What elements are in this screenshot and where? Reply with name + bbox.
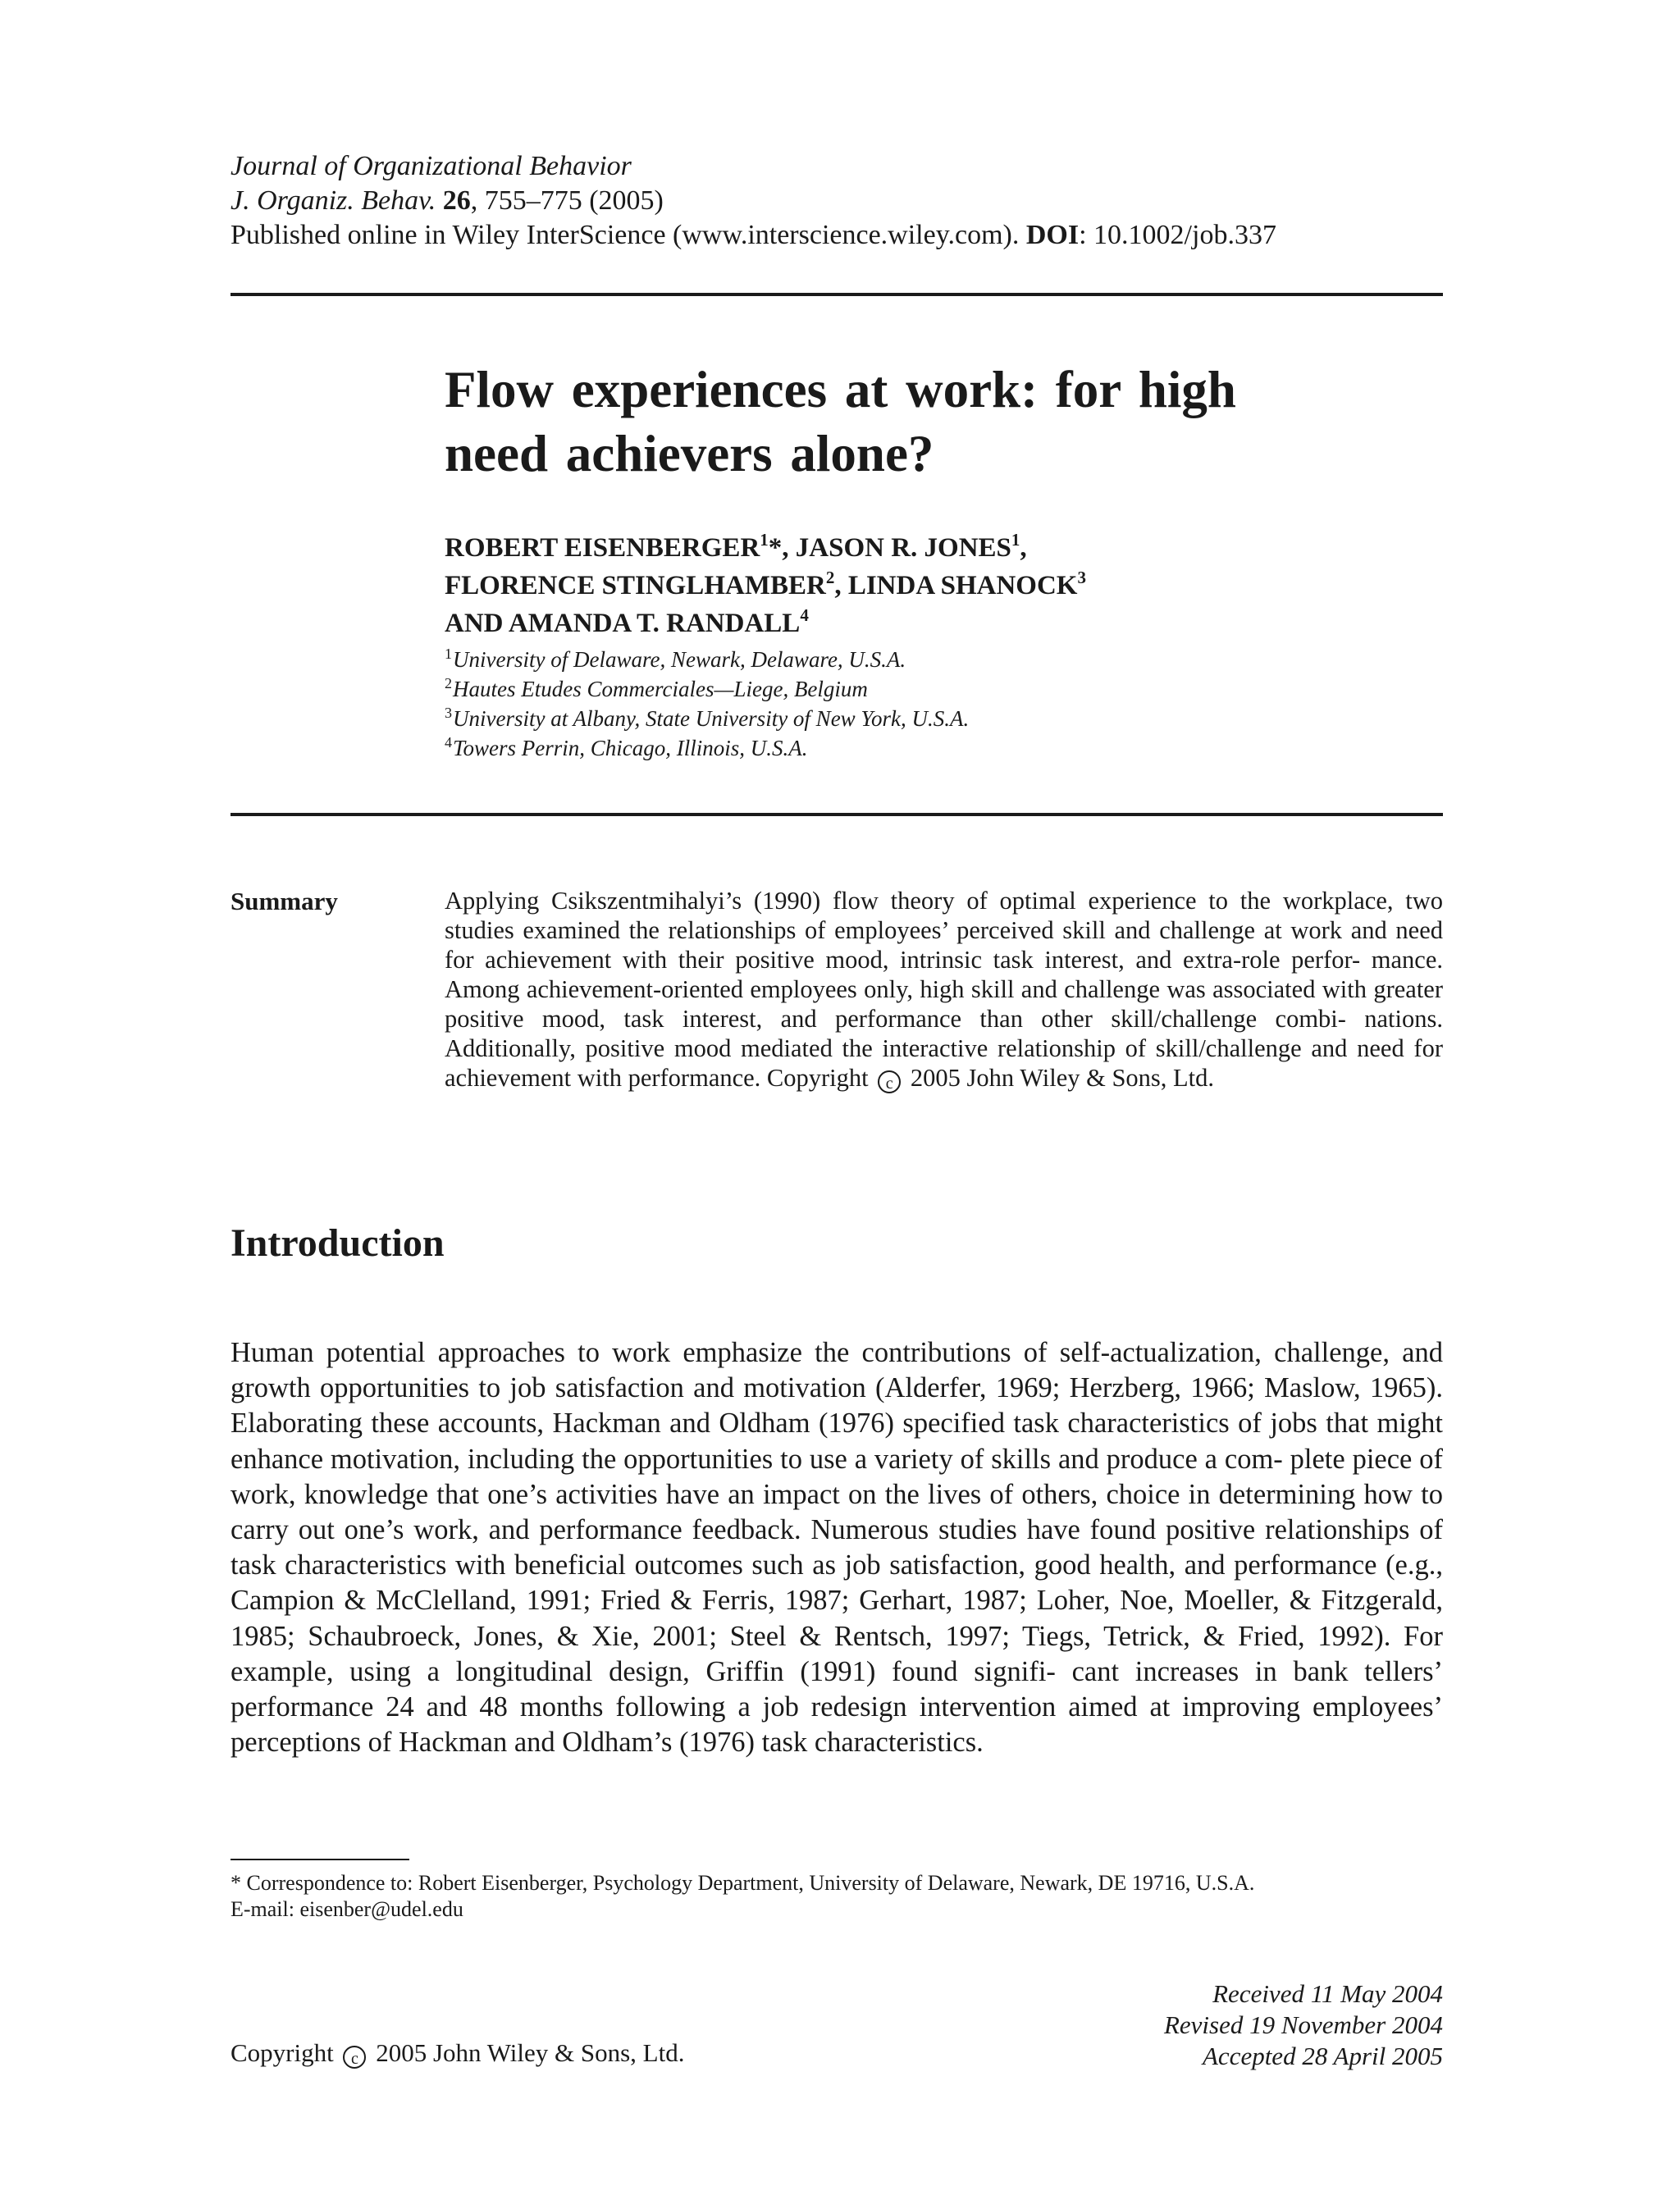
summary-label: Summary: [231, 887, 338, 915]
affiliation-mark: 4: [445, 734, 452, 751]
article-title: [445, 358, 1413, 486]
copyright-icon: c: [878, 1070, 901, 1093]
affiliation-item: [445, 676, 1429, 705]
author-name: JASON R. JONES: [795, 533, 1011, 563]
summary-rule: [231, 813, 1443, 816]
author-name: AND AMANDA T. RANDALL: [445, 609, 801, 638]
author-sep: ,: [1020, 533, 1027, 563]
affiliation-mark: 3: [1077, 568, 1086, 587]
manuscript-dates: [1164, 1978, 1443, 2072]
affiliation-mark: 4: [800, 605, 809, 625]
citation-abbrev: J. Organiz. Behav.: [231, 185, 436, 216]
author-line-2: [445, 567, 1429, 605]
page-copyright: [231, 2037, 684, 2069]
affiliation-list: [445, 646, 1429, 764]
copyright-prefix: Copyright: [231, 2038, 334, 2067]
author-name: LINDA SHANOCK: [847, 571, 1078, 600]
affiliation-mark: 2: [825, 568, 835, 587]
journal-name: Journal of Organizational Behavior: [231, 151, 632, 181]
affiliation-mark: 3: [445, 705, 452, 721]
date-received: Received 11 May 2004: [1212, 1979, 1443, 2008]
affiliation-text: Hautes Etudes Commerciales—Liege, Belgium: [453, 677, 868, 701]
affiliation-text: Towers Perrin, Chicago, Illinois, U.S.A.: [453, 736, 808, 760]
summary-copyright: 2005 John Wiley & Sons, Ltd.: [910, 1064, 1215, 1092]
footnote: [231, 1870, 1445, 1923]
affiliation-text: University at Albany, State University of New York, U.S.A.: [453, 706, 970, 731]
affiliation-mark: 1: [445, 646, 452, 662]
title-line-1: Flow experiences at work: for high: [445, 361, 1236, 418]
author-sep: ,: [834, 571, 848, 600]
author-line-1: [445, 529, 1429, 567]
copyright-icon: c: [343, 2046, 366, 2069]
section-heading-introduction: Introduction: [231, 1221, 445, 1265]
doi-value: : 10.1002/job.337: [1079, 220, 1276, 250]
volume: 26: [442, 185, 471, 216]
affiliation-text: University of Delaware, Newark, Delaware, U.S.A.: [453, 647, 906, 672]
footnote-email: E-mail: eisenber@udel.edu: [231, 1897, 463, 1921]
published-text: Published online in Wiley InterScience (www.interscience.wiley.com).: [231, 220, 1026, 250]
author-list: [445, 529, 1429, 642]
affiliation-mark: 1: [760, 530, 769, 550]
published-line: [231, 218, 1276, 253]
journal-header: [231, 149, 1276, 253]
affiliation-item: [445, 735, 1429, 764]
footnote-correspondence: * Correspondence to: Robert Eisenberger, Psychology Department, University of Delaware, Newark, DE 19716, U.S.A.: [231, 1871, 1255, 1895]
author-line-3: [445, 605, 1429, 642]
title-line-2: need achievers alone?: [445, 425, 934, 482]
affiliation-item: [445, 646, 1429, 676]
author-sep: *,: [768, 533, 796, 563]
copyright-tail: 2005 John Wiley & Sons, Ltd.: [376, 2038, 685, 2067]
date-revised: Revised 19 November 2004: [1163, 2010, 1443, 2039]
affiliation-mark: 1: [1011, 530, 1020, 550]
affiliation-mark: 2: [445, 675, 452, 691]
header-rule: [231, 293, 1443, 296]
footnote-rule: [231, 1859, 409, 1860]
pages-year: , 755–775 (2005): [470, 185, 664, 216]
summary-text: [445, 886, 1443, 1093]
author-name: ROBERT EISENBERGER: [445, 533, 760, 563]
summary-body: Applying Csikszentmihalyi’s (1990) flow theory of optimal experience to the workplace, two studies examined the relationships of employees’ perceived skill and challenge at work and need for achievement with their positive mood, intrinsic task interest, and extra-role perfor- mance. Among achievement-oriented employees only, high skill and challenge was associated with greater positive mood, task interest, and performance than other skill/challenge combi- nations. Additionally, positive mood mediated the interactive relationship of skill/challenge and need for achievement with performance. Copyright: [445, 887, 1443, 1092]
affiliation-item: [445, 705, 1429, 735]
author-name: FLORENCE STINGLHAMBER: [445, 571, 826, 600]
introduction-paragraph: Human potential approaches to work emphasize the contributions of self-actualization, challenge, and growth opportunities to job satisfaction and motivation (Alderfer, 1969; Herzberg, 1966; Maslow, 1965). Elaborating these accounts, Hackman and Oldham (1976) specified task characteristics of jobs that might enhance motivation, including the opportunities to use a variety of skills and produce a com- plete piece of work, knowledge that one’s activities have an impact on the lives of others, choice in determining how to carry out one’s work, and performance feedback. Numerous studies have found positive relationships of task characteristics with beneficial outcomes such as job satisfaction, good health, and performance (e.g., Campion & McClelland, 1991; Fried & Ferris, 1987; Gerhart, 1987; Loher, Noe, Moeller, & Fitzgerald, 1985; Schaubroeck, Jones, & Xie, 2001; Steel & Rentsch, 1997; Tiegs, Tetrick, & Fried, 1992). For example, using a longitudinal design, Griffin (1991) found signifi- cant increases in bank tellers’ performance 24 and 48 months following a job redesign intervention aimed at improving employees’ perceptions of Hackman and Oldham’s (1976) task characteristics.: [231, 1337, 1443, 1759]
doi-label: DOI: [1025, 220, 1080, 250]
citation-line: [231, 184, 1276, 218]
date-accepted: Accepted 28 April 2005: [1202, 2042, 1443, 2070]
